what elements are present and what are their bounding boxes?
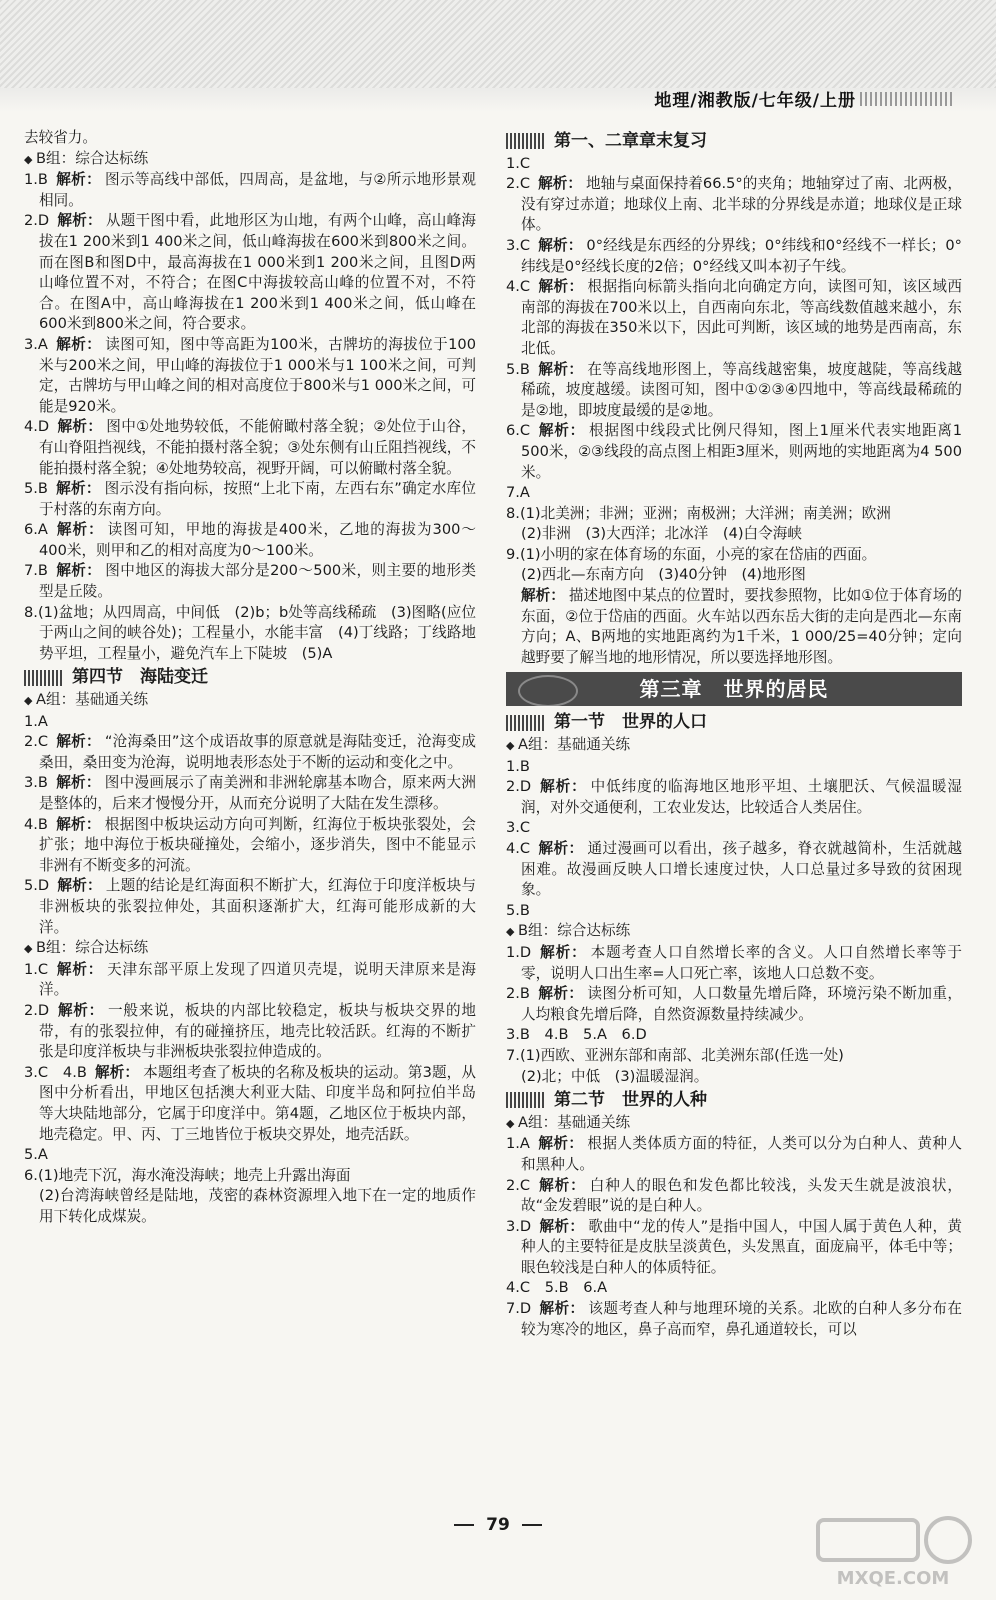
- section-title: [506, 712, 962, 733]
- answer-number: 3.D: [506, 1217, 532, 1235]
- answer-number: 3.C: [506, 236, 531, 254]
- answer-number: 5.B: [506, 360, 530, 378]
- exercise-group-label: [506, 735, 962, 757]
- answer-number: 8.: [24, 603, 38, 621]
- answer-item: [24, 1063, 476, 1145]
- section-title: [506, 1090, 962, 1111]
- answer-item: [506, 421, 962, 483]
- answer-number: 4.B: [24, 815, 48, 833]
- explanation-text: 通过漫画可以看出，孩子越多，脊衣就越简朴，生活就越困难。故漫画反映人口增长速度过快，人口总量过多导致的贫困现象。: [521, 840, 962, 899]
- answer-item: [24, 479, 476, 520]
- section-title: [24, 667, 476, 688]
- answer-number: 3.B 4.B 5.A 6.D: [506, 1026, 647, 1044]
- answer-item: [506, 1134, 962, 1175]
- explanation-label: 解析：: [55, 335, 102, 353]
- explanation-text: 读图可知，甲地的海拔是400米，乙地的海拔为300～400米，则甲和乙的相对高度为0～100米。: [39, 521, 476, 559]
- explanation-text: 根据图中板块运动方向可判断，红海位于板块张裂处，会扩张；地中海位于板块碰撞处，会缩小，逐步消失，图中不能显示非洲有不断变多的河流。: [39, 815, 476, 874]
- answer-number: 6.A: [24, 521, 48, 539]
- exercise-group-label: [506, 1113, 962, 1135]
- page-number-dash: [454, 1524, 474, 1526]
- explanation-text: 描述地图中某点的位置时，要找参照物，比如①位于体育场的东面，②位于岱庙的西面。火车站以西东岳大街的走向是西北—东南方向；A、B两地的实地距离约为1千米，1 000/25=40分钟；定向越野要了解当地的地形情况，所以要选择地形图。: [521, 587, 962, 666]
- explanation-text: 歌曲中“龙的传人”是指中国人，中国人属于黄色人种，黄种人的主要特征是皮肤呈淡黄色，头发黑直，面庞扁平，体毛中等；眼色较浅是白种人的体质特征。: [521, 1217, 962, 1276]
- answer-item: [506, 174, 962, 236]
- explanation-text: 读图分析可知，人口数量先增后降，环境污染不断加重，人均粮食先增后降，自然资源数量持续减少。: [521, 985, 962, 1023]
- answer-text: (1)小明的家在体育场的东面，小亮的家在岱庙的西面。: [519, 545, 877, 563]
- answer-number: 1.A: [24, 712, 48, 730]
- left-column: [24, 128, 476, 1227]
- explanation-label: 解析：: [538, 422, 586, 440]
- watermark-logo: [808, 1512, 978, 1590]
- explanation-label: 解析：: [521, 587, 565, 605]
- explanation-text: 天津东部平原上发现了四道贝壳堤，说明天津原来是海洋。: [39, 960, 476, 999]
- explanation-label: 解析：: [538, 236, 583, 254]
- answer-item: [24, 335, 476, 417]
- explanation-text: 0°经线是东西经的分界线；0°纬线和0°经线不一样长；0°纬线是0°经线长度的2倍；0°经线又叫本初子午线。: [521, 236, 962, 275]
- answer-number: 7.A: [506, 484, 530, 502]
- answer-item: [506, 504, 962, 525]
- answer-item: [24, 960, 476, 1001]
- explanation-text: 白种人的眼色和发色都比较浅，头发天生就是波浪状，故“金发碧眼”说的是白种人。: [521, 1176, 962, 1215]
- answer-item: [506, 777, 962, 818]
- answer-item: [506, 943, 962, 984]
- answer-item: [24, 732, 476, 773]
- explanation-label: 解析：: [56, 960, 104, 978]
- answer-item: [24, 876, 476, 938]
- diamond-icon: ◆: [24, 694, 33, 708]
- answer-number: 2.D: [24, 1001, 50, 1019]
- explanation-text: 本题组考查了板块的名称及板块的运动。第3题，从图中分析看出，甲地区包括澳大利亚大陆、印度半岛和阿拉伯半岛等大块陆地部分，它属于印度洋中。第4题，乙地区位于板块内部，地壳稳定。甲、丙、丁三地皆位于板块交界处，地壳活跃。: [39, 1063, 476, 1143]
- answer-number: 2.D: [506, 778, 532, 796]
- exercise-group-label: [24, 938, 476, 960]
- exercise-group-label: [24, 690, 476, 712]
- section-bars-icon: [506, 715, 546, 731]
- explanation-label: 解析：: [538, 1176, 586, 1194]
- explanation-label: 解析：: [539, 1300, 585, 1318]
- explanation-text: 根据指向标箭头指向北向确定方向，读图可知，该区域西南部的海拔在700米以上，自西南向东北，等高线数值越来越小，东北部的海拔在350米以下，因此可判断，该区域的地势是西南高，东北低。: [521, 278, 962, 357]
- answer-number: 3.B: [24, 774, 48, 792]
- answer-item: [24, 520, 476, 561]
- explanation-text: 图示没有指向标，按照“上北下南，左西右东”确定水库位于村落的东南方向。: [39, 480, 476, 518]
- chapter-banner: [506, 672, 962, 706]
- answer-item: [24, 417, 476, 479]
- answer-item: [506, 1046, 962, 1067]
- answer-number: 1.C: [506, 154, 531, 172]
- explanation-label: 解析：: [537, 360, 584, 378]
- answer-text: (1)地壳下沉，海水淹没海峡；地壳上升露出海面: [37, 1166, 351, 1184]
- explanation-label: 解析：: [537, 1135, 584, 1153]
- answer-item: [24, 815, 476, 877]
- answer-item: [506, 1299, 962, 1340]
- answer-number: 3.A: [24, 335, 48, 353]
- section-title-text: 第一、二章章末复习: [554, 131, 707, 151]
- explanation-text: 中低纬度的临海地区地形平坦、土壤肥沃、气候温暖湿润，对外交通便利，工农业发达，比较适合人类居住。: [521, 778, 962, 816]
- answer-item: [506, 236, 962, 277]
- diamond-icon: ◆: [506, 1116, 515, 1130]
- group-text: B组：综合达标练: [36, 939, 149, 957]
- answer-number: 6.C: [506, 422, 531, 440]
- explanation-text: 上题的结论是红海面积不断扩大，红海位于印度洋板块与非洲板块的张裂拉伸处，其面积逐渐扩大，红海可能形成新的大洋。: [39, 877, 476, 936]
- answer-number: 1.B: [506, 757, 530, 775]
- group-text: B组：综合达标练: [518, 922, 631, 940]
- answer-number: 3.C 4.B: [24, 1063, 87, 1081]
- section-bars-icon: [506, 1092, 546, 1108]
- section-title-text: 第四节 海陆变迁: [72, 667, 208, 688]
- diamond-icon: ◆: [506, 739, 515, 753]
- explanation-label: 解析：: [55, 815, 101, 833]
- answer-item: [506, 154, 962, 175]
- answer-item: [506, 818, 962, 839]
- answer-explanation: [506, 586, 962, 668]
- page-header: [0, 0, 996, 112]
- answer-number: 3.C: [506, 819, 531, 837]
- answer-number: 6.: [24, 1166, 38, 1184]
- explanation-label: 解析：: [94, 1063, 140, 1081]
- answer-number: 4.C: [506, 278, 531, 296]
- answer-item: [506, 277, 962, 359]
- explanation-label: 解析：: [57, 212, 102, 230]
- right-column: [506, 128, 962, 1340]
- answer-number: 5.A: [24, 1146, 48, 1164]
- answer-subline: (2)西北—东南方向 (3)40分钟 (4)地形图: [521, 566, 806, 584]
- answer-item: [506, 757, 962, 778]
- explanation-text: 本题考查人口自然增长率的含义。人口自然增长率等于零，说明人口出生率=人口死亡率，该地人口总数不变。: [521, 943, 962, 982]
- header-title: 地理/湘教版/七年级/上册: [654, 91, 856, 111]
- answer-text: (1)北美洲；非洲；亚洲；南极洲；大洋洲；南美洲；欧洲: [519, 504, 891, 522]
- explanation-label: 解析：: [538, 278, 584, 296]
- answer-subline: (2)非洲 (3)大西洋；北冰洋 (4)白令海峡: [521, 525, 802, 543]
- answer-number: 9.: [506, 545, 520, 563]
- explanation-label: 解析：: [55, 562, 102, 580]
- chapter-title-text: 第三章 世界的居民: [639, 677, 829, 702]
- explanation-text: “沧海桑田”这个成语故事的原意就是海陆变迁，沧海变成桑田，桑田变为沧海，说明地表形态处于不断的运动和变化之中。: [39, 733, 476, 771]
- answer-number: 5.B: [24, 480, 48, 498]
- diamond-icon: ◆: [24, 152, 33, 166]
- answer-number: 2.D: [24, 212, 50, 230]
- answer-number: 2.C: [506, 1176, 531, 1194]
- answer-item: [506, 839, 962, 901]
- diamond-icon: ◆: [506, 925, 515, 939]
- diamond-icon: ◆: [24, 942, 33, 956]
- watermark-text: MXQE.COM: [836, 1568, 950, 1589]
- answer-item: [506, 545, 962, 566]
- explanation-label: 解析：: [57, 418, 103, 436]
- group-text: A组：基础通关练: [36, 691, 149, 709]
- answer-number: 1.B: [24, 171, 48, 189]
- answer-item: [506, 1176, 962, 1217]
- answer-number: 1.A: [506, 1135, 530, 1153]
- answer-item: [24, 1166, 476, 1187]
- answer-number: 1.D: [506, 943, 532, 961]
- answer-item: [506, 360, 962, 422]
- answer-number: 7.D: [506, 1300, 532, 1318]
- header-decoration: [860, 92, 952, 106]
- explanation-label: 解析：: [539, 778, 587, 796]
- explanation-label: 解析：: [57, 1001, 105, 1019]
- answer-number: 8.: [506, 504, 520, 522]
- answer-item: [506, 1217, 962, 1279]
- exercise-group-label: [506, 921, 962, 943]
- explanation-text: 地轴与桌面保持着66.5°的夹角；地轴穿过了南、北两极，没有穿过赤道；地球仪上南、北半球的分界线是赤道；地球仪是正球体。: [521, 175, 962, 234]
- answer-subline: (2)北；中低 (3)温暖湿润。: [521, 1067, 709, 1085]
- answer-number: 2.C: [506, 175, 531, 193]
- answer-item: [24, 170, 476, 211]
- continued-text: 去较省力。: [24, 129, 97, 146]
- explanation-text: 一般来说，板块的内部比较稳定，板块与板块交界的地带，有的张裂拉伸，有的碰撞挤压，地壳比较活跃。红海的不断扩张是印度洋板块与非洲板块张裂拉伸造成的。: [39, 1001, 476, 1061]
- explanation-label: 解析：: [538, 840, 584, 857]
- answer-item: [506, 483, 962, 504]
- section-title-text: 第一节 世界的人口: [554, 712, 707, 733]
- explanation-label: 解析：: [539, 943, 587, 961]
- answer-number: 4.C 5.B 6.A: [506, 1279, 608, 1297]
- explanation-text: 根据图中线段式比例尺得知，图上1厘米代表实地距离1 500米，②③线段的高点图上相距3厘米，则两地的实地距离为4 500米。: [521, 422, 962, 481]
- explanation-text: 在等高线地形图上，等高线越密集，坡度越陡，等高线越稀疏，坡度越缓。读图可知，图中①②③④四地中，等高线最稀疏的是②地，即坡度最缓的是②地。: [521, 360, 962, 419]
- answer-number: 4.C: [506, 840, 531, 857]
- answer-number: 5.D: [24, 877, 50, 895]
- answer-number: 7.: [506, 1046, 520, 1064]
- exercise-group-label: [24, 149, 476, 171]
- answer-number: 5.B: [506, 901, 530, 919]
- answer-number: 7.B: [24, 562, 48, 580]
- section-bars-icon: [24, 670, 64, 686]
- section-bars-icon: [506, 133, 546, 149]
- explanation-text: 图中①处地势较低，不能俯瞰村落全貌；②处位于山谷，有山脊阻挡视线，不能拍摄村落全貌；③处东侧有山丘阻挡视线，不能拍摄村落全貌；④处地势较高，视野开阔，可以俯瞰村落全貌。: [39, 418, 476, 477]
- explanation-text: 图中地区的海拔大部分是200～500米，则主要的地形类型是丘陵。: [39, 562, 476, 601]
- explanation-text: 图示等高线中部低，四周高，是盆地，与②所示地形景观相同。: [39, 171, 476, 209]
- answer-number: 2.B: [506, 985, 530, 1003]
- answer-number: 1.C: [24, 960, 49, 978]
- explanation-label: 解析：: [539, 1217, 585, 1235]
- answer-item: [506, 1025, 962, 1046]
- answer-item: [506, 984, 962, 1025]
- explanation-label: 解析：: [55, 480, 101, 498]
- section-title-text: 第二节 世界的人种: [554, 1090, 707, 1111]
- answer-item: [24, 211, 476, 335]
- answer-item: [24, 712, 476, 733]
- explanation-text: 根据人类体质方面的特征，人类可以分为白种人、黄种人和黑种人。: [521, 1135, 962, 1173]
- answer-item: [506, 1278, 962, 1299]
- explanation-label: 解析：: [55, 521, 104, 539]
- group-text: A组：基础通关练: [518, 736, 631, 754]
- explanation-label: 解析：: [57, 877, 102, 895]
- section-title: [506, 131, 962, 152]
- answer-item: [506, 901, 962, 922]
- answer-subline: (2)台湾海峡曾经是陆地，茂密的森林资源埋入地下在一定的地质作用下转化成煤炭。: [39, 1187, 476, 1225]
- answer-item: [24, 1145, 476, 1166]
- explanation-text: 从题干图中看，此地形区为山地，有两个山峰，高山峰海拔在1 200米到1 400米之间，低山峰海拔在600米到800米之间。而在图B和图D中，最高海拔在1 000米到1 200米之间，且图D两山峰位置不对，不符合；在图C中海拔较高山峰的位置不对，不符合。在图A中，高山峰海拔在1 200米到1 400米之间，低山峰在600米到800米之间，符合要求。: [39, 212, 476, 333]
- group-text: A组：基础通关练: [518, 1113, 631, 1131]
- answer-number: 2.C: [24, 733, 49, 751]
- answer-item: [24, 603, 476, 665]
- page-number-dash: [522, 1524, 542, 1526]
- page-number-text: 79: [486, 1515, 510, 1535]
- explanation-label: 解析：: [56, 733, 101, 751]
- stamp-seal-icon: [518, 675, 578, 707]
- explanation-label: 解析：: [537, 985, 584, 1003]
- answer-item: [24, 773, 476, 814]
- explanation-label: 解析：: [538, 175, 582, 193]
- answer-item: [24, 561, 476, 602]
- answer-text: (1)盆地；从四周高，中间低 (2)b；b处等高线稀疏 (3)图略(应位于两山之间的峡谷处)；工程量小，水能丰富 (4)丁线路；丁线路地势平坦，工程量小，避免汽车上下陡坡 (5)A: [37, 603, 476, 662]
- explanation-text: 该题考查人种与地理环境的关系。北欧的白种人多分布在较为寒冷的地区，鼻子高而窄，鼻孔通道较长，可以: [521, 1300, 962, 1338]
- explanation-text: 读图可知，图中等高距为100米，古牌坊的海拔位于100米与200米之间，甲山峰的海拔位于1 000米与1 100米之间，可判定，古牌坊与甲山峰之间的相对高度位于800米与1 000米之间，可能是920米。: [39, 335, 476, 415]
- answer-text: (1)西欧、亚洲东部和南部、北美洲东部(任选一处): [519, 1046, 844, 1064]
- explanation-label: 解析：: [55, 774, 101, 792]
- explanation-label: 解析：: [55, 171, 101, 189]
- answer-number: 4.D: [24, 418, 50, 436]
- explanation-text: 图中漫画展示了南美洲和非洲轮廓基本吻合，原来两大洲是整体的，后来才慢慢分开，从而充分说明了大陆在发生漂移。: [39, 774, 476, 812]
- group-text: B组：综合达标练: [36, 149, 149, 167]
- answer-item: [24, 1001, 476, 1063]
